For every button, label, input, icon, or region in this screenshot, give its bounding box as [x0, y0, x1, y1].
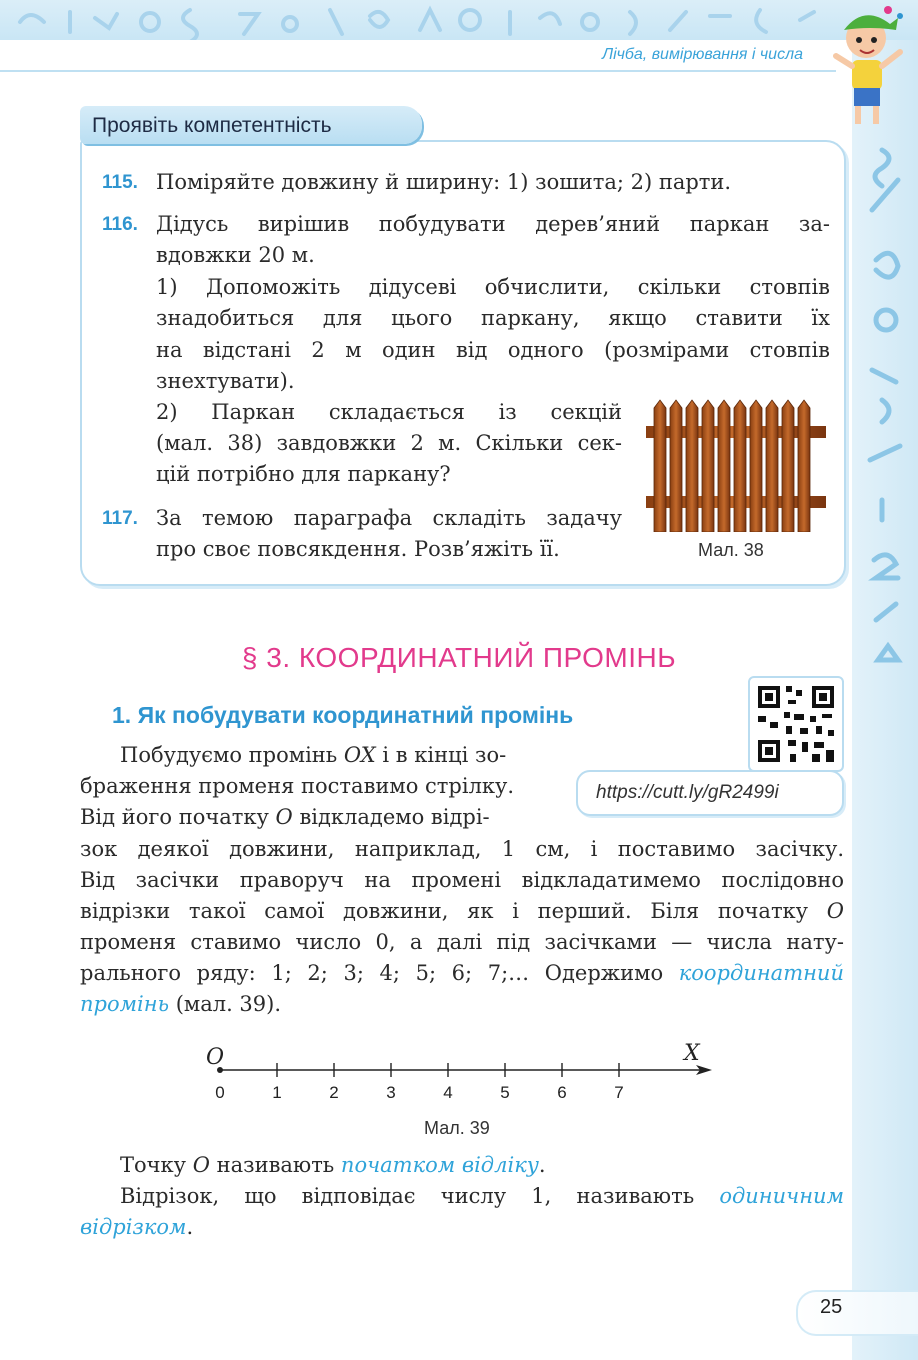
competency-tab [80, 106, 422, 144]
task-116-line: на відстані 2 м один від одного (розмірами стовпів [156, 338, 830, 362]
paragraph-line: рального ряду: 1; 2; 3; 4; 5; 6; 7;… Одержимо координатний [80, 961, 844, 985]
task-number: 117. [102, 508, 138, 529]
task-116-line: вдовжки 20 м. [156, 243, 315, 267]
origin-label: O [206, 1045, 225, 1070]
paragraph-line: Від засічки праворуч на промені відкладатимемо послідовно [80, 868, 844, 892]
figure-39-caption: Мал. 39 [424, 1118, 490, 1138]
task-117-line: За темою параграфа складіть задачу [156, 506, 622, 530]
ray-tick-label: 4 [443, 1083, 453, 1102]
figure-38-caption: Мал. 38 [698, 540, 764, 560]
term-coordinate-ray: координатний [678, 961, 844, 985]
task-116-line: 2) Паркан складається із секцій [156, 400, 622, 424]
paragraph-line: відрізки такої самої довжини, як і перший. Біля початку O [80, 899, 844, 923]
task-number: 115. [102, 172, 138, 193]
ray-tick-label: 6 [557, 1083, 567, 1102]
paragraph-line: відрізком. [80, 1215, 194, 1239]
task-116-line: Дідусь вирішив побудувати дерев’яний паркан за- [156, 212, 830, 236]
paragraph-line: Побудуємо промінь OX і в кінці зо- [120, 743, 507, 767]
side-decorative-strip [852, 40, 918, 1360]
ray-tick-label: 0 [215, 1083, 225, 1102]
running-header: Лічба, вимірювання і числа [602, 46, 803, 63]
term-unit-segment: одиничним [719, 1184, 844, 1208]
mascot-boy-illustration [826, 0, 918, 130]
link-url[interactable]: https://cutt.ly/gR2499i [596, 782, 779, 803]
paragraph-line: Відрізок, що відповідає числу 1, називають одиничним [120, 1184, 844, 1208]
ray-tick-label: 5 [500, 1083, 510, 1102]
subsection-title: 1. Як побудувати координатний промінь [112, 702, 574, 728]
paragraph-line: Від його початку O відкладемо відрі- [80, 805, 490, 829]
wooden-fence-illustration [646, 398, 826, 532]
paragraph-line: променя ставимо число 0, а далі під засічками — числа нату- [80, 930, 844, 954]
coordinate-ray-figure [200, 1040, 720, 1110]
section-title: § 3. КООРДИНАТНИЙ ПРОМІНЬ [241, 642, 677, 673]
header-divider [0, 70, 836, 72]
link-box[interactable] [576, 770, 844, 816]
task-116-line: 1) Допоможіть дідусеві обчислити, скільки стовпів [156, 275, 830, 299]
page-number-tab [796, 1290, 918, 1336]
ray-tick-label: 7 [614, 1083, 624, 1102]
qr-code[interactable] [748, 676, 844, 772]
task-116-line: (мал. 38) завдовжки 2 м. Скільки сек- [156, 431, 622, 455]
paragraph-line: Точку O називають початком відліку. [120, 1153, 546, 1177]
task-115-text: Поміряйте довжину й ширину: 1) зошита; 2) парти. [156, 170, 732, 194]
task-number: 116. [102, 214, 138, 235]
task-116-line: знехтувати). [156, 369, 295, 393]
task-116-line: цій потрібно для паркану? [156, 462, 451, 486]
axis-end-label: X [684, 1041, 700, 1066]
term-origin: початком відліку [340, 1153, 539, 1177]
ray-tick-label: 1 [272, 1083, 282, 1102]
competency-title: Проявіть компетентність [92, 114, 332, 137]
paragraph-line: браження променя поставимо стрілку. [80, 774, 515, 798]
side-doodles-pattern [852, 40, 918, 1360]
math-doodles-pattern [0, 0, 918, 40]
ray-tick-label: 3 [386, 1083, 396, 1102]
ray-tick-label: 2 [329, 1083, 339, 1102]
paragraph-line: зок деякої довжини, наприклад, 1 см, і поставимо засічку. [80, 837, 844, 861]
header-decorative-band [0, 0, 918, 40]
page-number: 25 [820, 1296, 843, 1318]
task-117-line: про своє повсякдення. Розв’яжіть її. [156, 537, 560, 561]
paragraph-line: промінь (мал. 39). [80, 992, 282, 1016]
task-116-line: знадобиться для цього паркану, якщо ставити їх [156, 306, 830, 330]
